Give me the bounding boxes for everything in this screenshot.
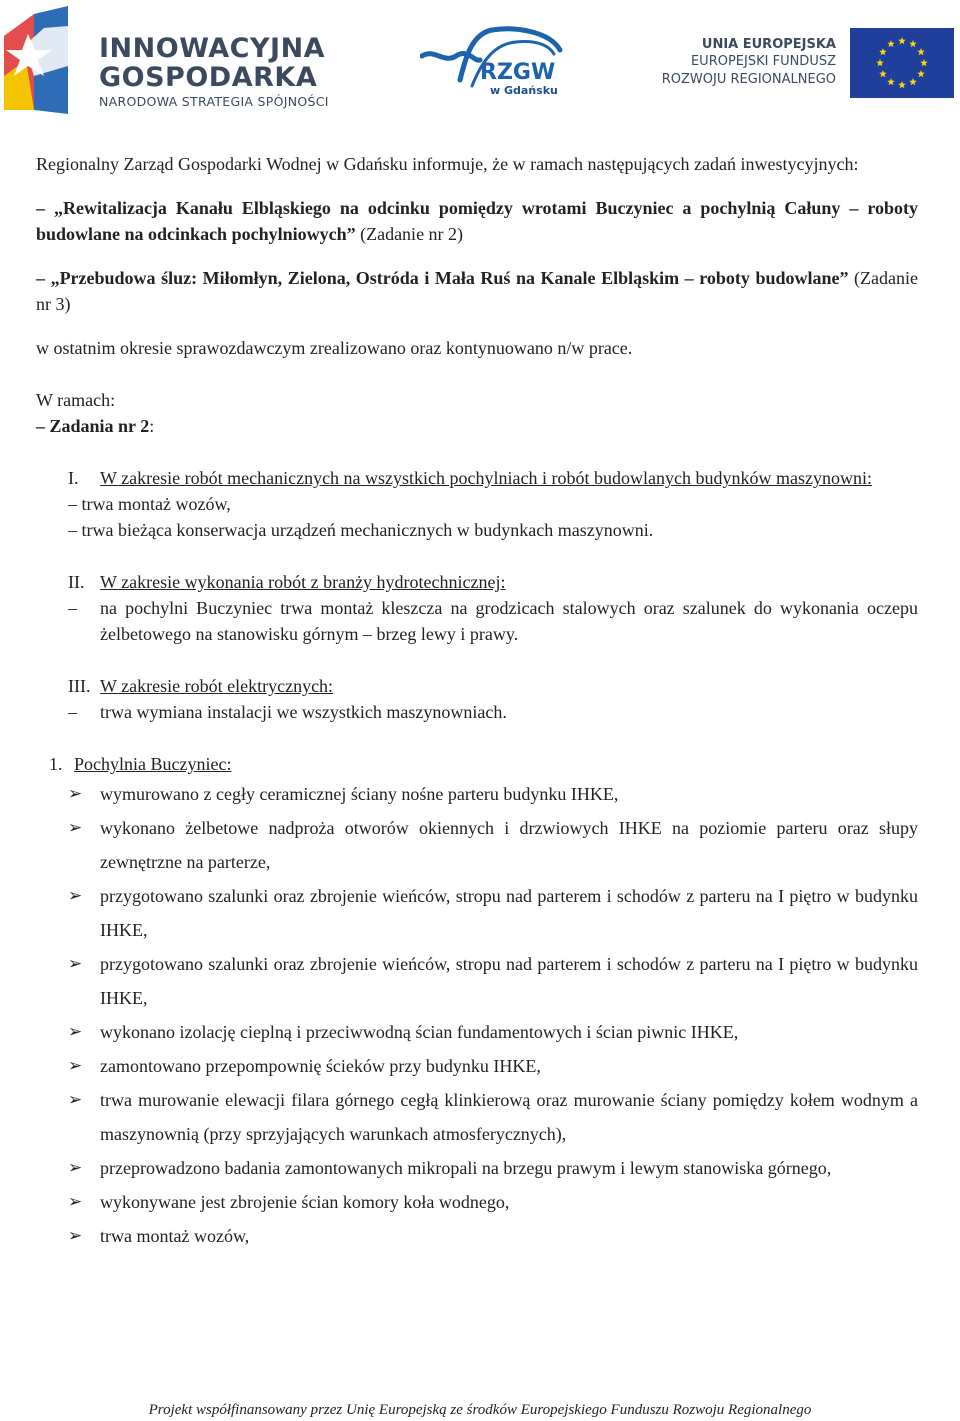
list-item bbox=[36, 1083, 918, 1151]
zadania-heading-colon: : bbox=[149, 416, 155, 436]
section-2-number: II. bbox=[68, 572, 85, 592]
dash-marker: – bbox=[68, 598, 77, 618]
arrow-bullet-icon: ➢ bbox=[68, 818, 83, 838]
arrow-bullet-icon: ➢ bbox=[68, 1022, 83, 1042]
list-item-text: przygotowano szalunki oraz zbrojenie wieńców, stropu nad parterem i schodów z parteru na I piętro w budynku IHKE, bbox=[100, 954, 918, 1008]
rzgw-subtitle: w Gdańsku bbox=[490, 84, 558, 97]
arrow-bullet-icon: ➢ bbox=[68, 954, 83, 974]
section-2-item bbox=[36, 595, 918, 647]
eu-logo bbox=[660, 28, 956, 98]
section-1-heading bbox=[36, 465, 918, 491]
section-2-item-text: na pochylni Buczyniec trwa montaż kleszcza na grodzicach stalowych oraz szalunek do wykonania oczepu żelbetowego na stanowisku górnym – brzeg lewy i prawy. bbox=[100, 598, 918, 644]
task-2-paragraph bbox=[36, 195, 918, 247]
task-3-prefix: – bbox=[36, 268, 51, 288]
ig-title-line2: GOSPODARKA bbox=[99, 62, 318, 93]
list-item bbox=[36, 947, 918, 1015]
list-item bbox=[36, 1185, 918, 1219]
list-item bbox=[36, 811, 918, 879]
ig-subtitle: NARODOWA STRATEGIA SPÓJNOŚCI bbox=[99, 94, 329, 109]
w-ramach-label: W ramach: bbox=[36, 390, 116, 410]
list-item bbox=[36, 1151, 918, 1185]
section-1-item: – trwa bieżąca konserwacja urządzeń mechanicznych w budynkach maszynowni. bbox=[68, 520, 654, 540]
task-3-label: (Zadanie nr 3) bbox=[36, 268, 919, 314]
list-item bbox=[36, 1049, 918, 1083]
section-2-title: W zakresie wykonania robót z branży hydrotechnicznej: bbox=[100, 572, 506, 592]
list-item-text: trwa murowanie elewacji filara górnego cegłą klinkierową oraz murowanie ściany pomiędzy kołem wodnym a maszynownią (przy sprzyjających warunkach atmosferycznych), bbox=[100, 1090, 918, 1144]
list-item bbox=[36, 1219, 918, 1253]
eu-line2: EUROPEJSKI FUNDUSZ bbox=[690, 54, 836, 69]
rzgw-logo bbox=[420, 26, 570, 98]
task-2-prefix: – bbox=[36, 198, 54, 218]
innowacyjna-gospodarka-logo bbox=[4, 6, 344, 118]
arrow-bullet-icon: ➢ bbox=[68, 1158, 83, 1178]
section-2-heading bbox=[36, 569, 918, 595]
section-3-title: W zakresie robót elektrycznych: bbox=[100, 676, 334, 696]
zadania-heading-bold: – Zadania nr 2 bbox=[36, 416, 150, 436]
list-item-text: wymurowano z cegły ceramicznej ściany nośne parteru budynku IHKE, bbox=[100, 784, 619, 804]
task-2-title: „Rewitalizacja Kanału Elbląskiego na odcinku pomiędzy wrotami Buczyniec a pochylnią Całuny – roboty budowlane na odcinkach pochylniowych” bbox=[36, 198, 918, 244]
rzgw-name: RZGW bbox=[480, 60, 556, 85]
section-3-heading bbox=[36, 673, 918, 699]
dash-marker: – bbox=[68, 702, 77, 722]
arrow-bullet-icon: ➢ bbox=[68, 1192, 83, 1212]
section-3-item bbox=[36, 699, 918, 725]
ig-title-line1: INNOWACYJNA bbox=[99, 33, 326, 64]
report-line: w ostatnim okresie sprawozdawczym zrealizowano oraz kontynuowano n/w prace. bbox=[36, 338, 633, 358]
section-1-title: W zakresie robót mechanicznych na wszystkich pochylniach i robót budowlanych budynków maszynowni: bbox=[100, 468, 872, 488]
pochylnia-number: 1. bbox=[49, 754, 63, 774]
arrow-bullet-icon: ➢ bbox=[68, 886, 83, 906]
section-3-item-text: trwa wymiana instalacji we wszystkich maszynowniach. bbox=[100, 702, 507, 722]
list-item bbox=[36, 777, 918, 811]
list-item bbox=[36, 879, 918, 947]
pochylnia-title: Pochylnia Buczyniec: bbox=[74, 754, 232, 774]
task-2-label: (Zadanie nr 2) bbox=[355, 224, 464, 244]
list-item-text: przygotowano szalunki oraz zbrojenie wieńców, stropu nad parterem i schodów z parteru na I piętro w budynku IHKE, bbox=[100, 886, 918, 940]
arrow-bullet-icon: ➢ bbox=[68, 784, 83, 804]
pochylnia-heading bbox=[36, 751, 918, 777]
list-item bbox=[36, 1015, 918, 1049]
list-item-text: zamontowano przepompownię ścieków przy budynku IHKE, bbox=[100, 1056, 541, 1076]
document-body bbox=[36, 151, 918, 1253]
list-item-text: wykonano żelbetowe nadproża otworów okiennych i drzwiowych IHKE na poziomie parteru oraz słupy zewnętrzne na parterze, bbox=[100, 818, 918, 872]
intro-paragraph: Regionalny Zarząd Gospodarki Wodnej w Gdańsku informuje, że w ramach następujących zadań inwestycyjnych: bbox=[36, 154, 859, 174]
task-3-title: „Przebudowa śluz: Miłomłyn, Zielona, Ostróda i Mała Ruś na Kanale Elbląskim – roboty budowlane” bbox=[50, 268, 849, 288]
zadania-heading bbox=[36, 413, 918, 439]
arrow-bullet-icon: ➢ bbox=[68, 1090, 83, 1110]
eu-line1: UNIA EUROPEJSKA bbox=[701, 37, 836, 52]
section-1-item: – trwa montaż wozów, bbox=[68, 494, 231, 514]
eu-line3: ROZWOJU REGIONALNEGO bbox=[661, 72, 836, 87]
arrow-bullet-icon: ➢ bbox=[68, 1226, 83, 1246]
eu-flag-icon bbox=[850, 28, 954, 98]
list-item-text: trwa montaż wozów, bbox=[100, 1226, 250, 1246]
section-3-number: III. bbox=[68, 676, 91, 696]
list-item-text: wykonywane jest zbrojenie ścian komory koła wodnego, bbox=[100, 1192, 510, 1212]
pochylnia-list bbox=[36, 777, 918, 1253]
task-3-paragraph bbox=[36, 265, 918, 317]
page-footer: Projekt współfinansowany przez Unię Europejską ze środków Europejskiego Funduszu Rozwoju Regionalnego bbox=[148, 1402, 812, 1418]
ig-emblem-icon bbox=[4, 6, 94, 118]
list-item-text: wykonano izolację cieplną i przeciwwodną ścian fundamentowych i ścian piwnic IHKE, bbox=[100, 1022, 739, 1042]
list-item-text: przeprowadzono badania zamontowanych mikropali na brzegu prawym i lewym stanowiska górnego, bbox=[100, 1158, 832, 1178]
arrow-bullet-icon: ➢ bbox=[68, 1056, 83, 1076]
page-header bbox=[0, 0, 960, 120]
section-1-number: I. bbox=[68, 468, 79, 488]
